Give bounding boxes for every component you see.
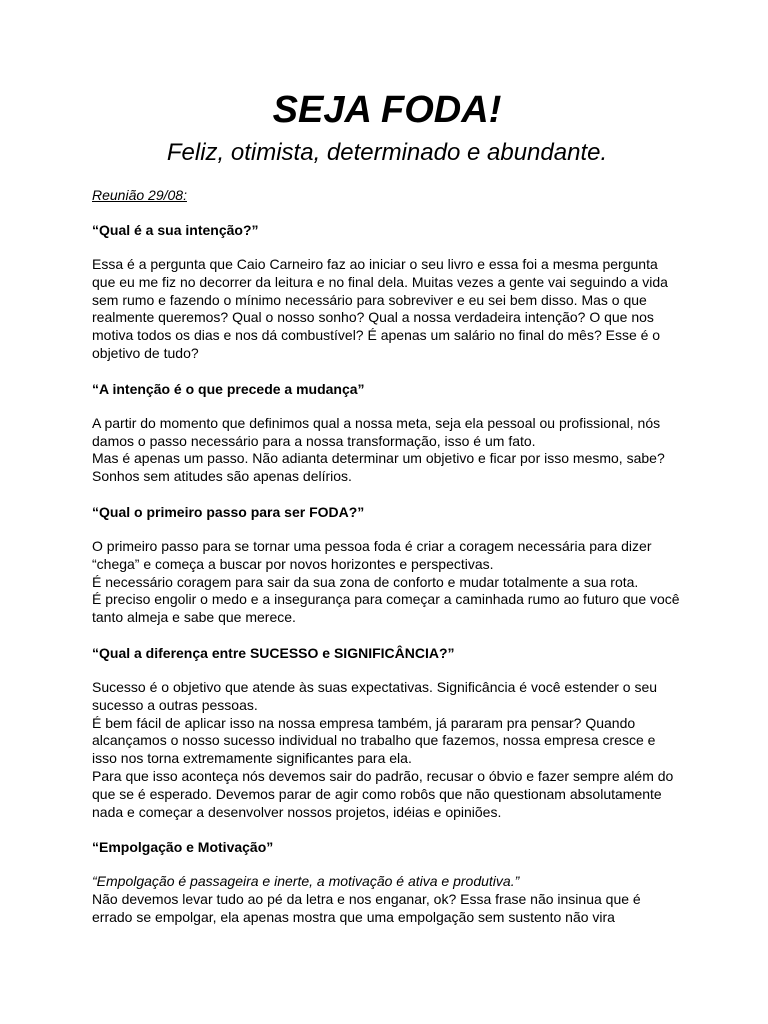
section-body-success — [92, 679, 682, 821]
paragraph-line: Sucesso é o objetivo que atende às suas expectativas. Significância é você estender o seu sucesso a outras pessoas. — [92, 678, 658, 713]
document-title: SEJA FODA! — [272, 89, 502, 131]
section-heading-change: “A intenção é o que precede a mudança” — [92, 380, 365, 397]
section-heading-intention: “Qual é a sua intenção?” — [92, 222, 259, 238]
section-heading-motivation: “Empolgação e Motivação” — [92, 839, 274, 856]
section-body-change — [92, 415, 682, 486]
paragraph-line: O primeiro passo para se tornar uma pessoa foda é criar a coragem necessária para dizer “chega” e começa a buscar por novos horizontes e perspectivas. — [92, 537, 652, 572]
paragraph-line: Essa é a pergunta que Caio Carneiro faz ao iniciar o seu livro e essa foi a mesma pergunta que eu me fiz no decorrer da leitura e no final dela. Muitas vezes a gente vai seguindo a vida sem rumo e fazendo o mínimo necessário para sobreviver e eu sei bem disso. Mas o que realmente queremos? Qual o nosso sonho? Qual a nossa verdadeira intenção? O que nos motiva todos os dias e nos dá combustível? É apenas um salário no final do mês? Esse é o objetivo de tudo? — [92, 256, 668, 361]
section-heading-success: “Qual a diferença entre SUCESSO e SIGNIFICÂNCIA?” — [92, 644, 455, 661]
paragraph-line: Não devemos levar tudo ao pé da letra e nos enganar, ok? Essa frase não insinua que é errado se empolgar, ela apenas mostra que uma empolgação sem sustento não vira — [92, 891, 641, 925]
paragraph-line: É bem fácil de aplicar isso na nossa empresa também, já pararam pra pensar? Quando alcançamos o nosso sucesso individual no trabalho que fazemos, nossa empresa cresce e isso nos torna extremamente significantes para ela. — [92, 714, 656, 767]
document-subtitle: Feliz, otimista, determinado e abundante. — [166, 139, 608, 166]
section-body-motivation — [92, 873, 682, 926]
paragraph-line: Mas é apenas um passo. Não adianta determinar um objetivo e ficar por isso mesmo, sabe? Sonhos sem atitudes são apenas delírios. — [92, 450, 665, 485]
section-body-intention — [92, 256, 682, 363]
section-body-first-step — [92, 538, 682, 627]
paragraph-line: É preciso engolir o medo e a insegurança para começar a caminhada rumo ao futuro que você tanto almeja e sabe que merece. — [92, 591, 680, 626]
paragraph-line: A partir do momento que definimos qual a nossa meta, seja ela pessoal ou profissional, nós damos o passo necessário para a nossa transformação, isso é um fato. — [92, 414, 661, 449]
motivation-quote: “Empolgação é passageira e inerte, a motivação é ativa e produtiva.” — [92, 873, 520, 890]
paragraph-line: É necessário coragem para sair da sua zona de conforto e mudar totalmente a sua rota. — [92, 573, 639, 590]
paragraph-line: Para que isso aconteça nós devemos sair do padrão, recusar o óbvio e fazer sempre além do que se é esperado. Devemos parar de agir como robôs que não questionam absolutamente nada e começar a desenvolver nossos projetos, idéias e opiniões. — [92, 767, 674, 820]
meeting-label: Reunião 29/08: — [92, 187, 187, 203]
section-heading-first-step: “Qual o primeiro passo para ser FODA?” — [92, 503, 365, 520]
document-page — [92, 84, 682, 927]
